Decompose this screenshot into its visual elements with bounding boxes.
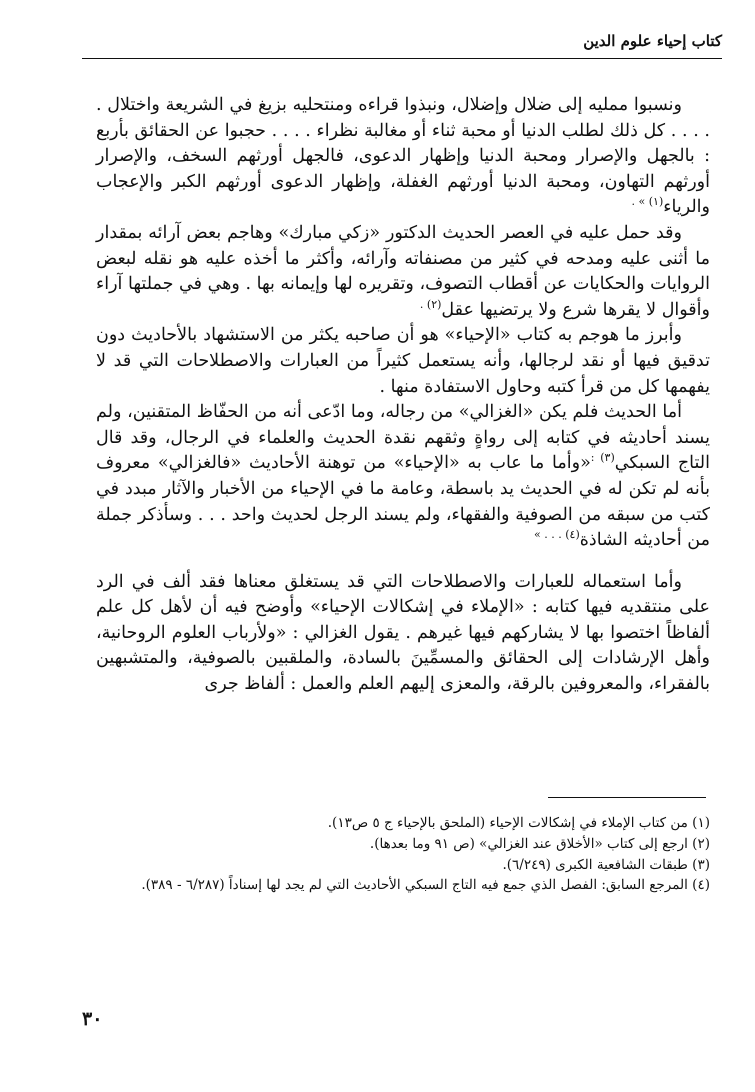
footnote-ref: (١) » . bbox=[631, 195, 664, 209]
footnote: (٣) طبقات الشافعية الكبرى (٦/٢٤٩). bbox=[502, 856, 710, 873]
running-header bbox=[82, 28, 722, 59]
paragraph: وقد حمل عليه في العصر الحديث الدكتور «زكي مبارك» وهاجم بعض آرائه بمقدار ما أثنى عليه ومدحه في كثير من مصنفاته وآرائه، وأكثر ما أخذه عليه هو نقله لبعض الروايات والحكايات عن أقطاب التصوف، وتقريره لها وإيمانه بها . وهي في جملتها آراء وأقوال لا يقرها شرع ولا يرتضيها عقل$^{(٢) .}$ bbox=[96, 222, 710, 320]
footnote-divider bbox=[548, 797, 706, 798]
footnote: (١) من كتاب الإملاء في إشكالات الإحياء (الملحق بالإحياء ج ٥ ص١٣). bbox=[327, 815, 710, 831]
paragraph: ونسبوا ممليه إلى ضلال وإضلال، ونبذوا قراءه ومنتحليه بزيغ في الشريعة واختلال . . . . . كل ذلك لطلب الدنيا أو محبة ثناء أو مغالبة نظراء . . . . حجبوا عن الحقائق بأربع : بالجهل والإصرار ومحبة الدنيا وإظهار الدعوى، فالجهل أورثهم السخف، والإصرار أورثهم التهاون، ومحبة الدنيا أورثهم الغفلة، وإظهار الدعوى أورثهم الكبر والإعجاب والرياء$^{(١) » .}$ bbox=[96, 95, 710, 218]
paragraph: وأما استعماله للعبارات والاصطلاحات التي قد يستغلق معناها فقد ألف في الرد على منتقديه فيها كتابه : «الإملاء في إشكالات الإحياء» وأوضح فيه أن لأهل كل علم ألفاظاً اختصوا بها لا يشاركهم فيها غيرهم . يقول الغزالي : «ولأرباب العلوم الروحانية، وأهل الإرشادات إلى الحقائق والمسمِّينَ بالسادة، والملقبين بالصوفية، والمتشبهين بالفقراء، والمعروفين بالرقة، والمعزى إليهم العلم والعمل : ألفاظ جرى bbox=[96, 571, 710, 695]
footnote-ref: (٣) : bbox=[590, 451, 615, 465]
paragraph: وأبرز ما هوجم به كتاب «الإحياء» هو أن صاحبه يكثر من الاستشهاد بالأحاديث دون تدقيق فيها أو نقد لرجالها، وأنه يستعمل كثيراً من العبارات والاصطلاحات التي قد لا يفهمها كل من قرأ كتبه وحاول الاستفادة منها . bbox=[96, 325, 710, 397]
paragraph: أما الحديث فلم يكن «الغزالي» من رجاله، وما ادّعى أنه من الحفّاظ المتقنين، ولم يسند أحاديثه في كتابه إلى رواةٍ وثقهم نقدة الحديث والعلماء في الرجال، وقد قال التاج السبكي$^{(٣) :}$«وأما ما عاب به «الإحياء» من توهنة الأحاديث «فالغزالي» معروف بأنه لم تكن له في الحديث يد باسطة، وعامة ما في الإحياء من الأخبار والآثار مبدد في كتب من سبقه من الصوفية والفقهاء، ولم يسند الرجل لحديث واحد . . . وسأذكر جملة من أحاديثه الشاذة$^{(٤) . . . »}$ bbox=[96, 402, 710, 551]
main-text bbox=[96, 93, 710, 698]
footnote-ref: (٢) . bbox=[419, 297, 442, 311]
page-number: ٣٠ bbox=[82, 1008, 103, 1030]
book-title: كتاب إحياء علوم الدين bbox=[583, 32, 722, 50]
footnote-ref: (٤) . . . » bbox=[534, 528, 580, 542]
footnotes bbox=[96, 813, 710, 896]
footnote: (٤) المرجع السابق: الفصل الذي جمع فيه التاج السبكي الأحاديث التي لم يجد لها إسناداً (٦/٢٨٧ - ٣٨٩). bbox=[141, 877, 710, 894]
footnote: (٢) ارجع إلى كتاب «الأخلاق عند الغزالي» (ص ٩١ وما بعدها). bbox=[369, 835, 710, 852]
